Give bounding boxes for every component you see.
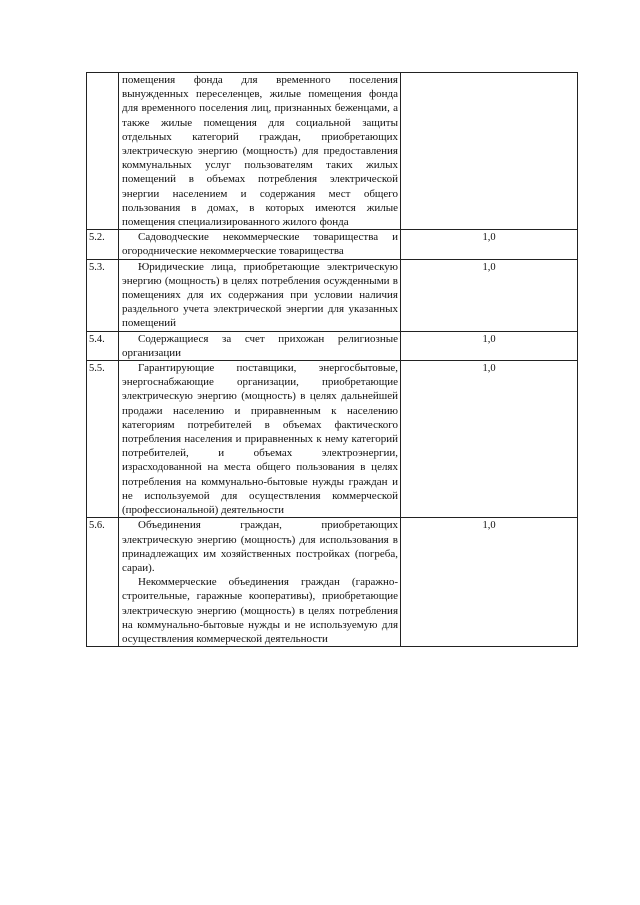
row-value: 1,0 [401,331,578,360]
row-number: 5.6. [87,518,119,647]
table-row [87,259,578,331]
row-number: 5.5. [87,361,119,518]
row-description [119,230,401,259]
row-number: 5.4. [87,331,119,360]
description-paragraph: Содержащиеся за счет прихожан религиозные организации [122,332,398,359]
row-description [119,331,401,360]
row-description [119,259,401,331]
table-row [87,331,578,360]
description-paragraph: Садоводческие некоммерческие товарищества и огороднические некоммерческие товарищества [122,231,398,258]
table-row [87,361,578,518]
row-value [401,73,578,230]
tariff-table [86,72,578,647]
table-row [87,518,578,647]
table-row [87,73,578,230]
table-row [87,230,578,259]
row-value: 1,0 [401,230,578,259]
description-paragraph: помещения фонда для временного поселения вынужденных переселенцев, жилые помещения фонда для временного поселения лиц, признанных беженцами, а также жилые помещения для социальной защиты отдельных категорий граждан, приобретающих электрическую энергию (мощность) для предоставления коммунальных услуг пользователям таких жилых помещений в объемах потребления электрической энергии населением и содержания мест общего пользования в домах, в которых имеются жилые помещения специализированного жилого фонда [122,74,398,229]
row-number: 5.3. [87,259,119,331]
row-value: 1,0 [401,518,578,647]
description-paragraph: Объединения граждан, приобретающих электрическую энергию (мощность) для использования в принадлежащих им хозяйственных постройках (погреба, сараи). [122,519,398,574]
row-number: 5.2. [87,230,119,259]
description-paragraph: Некоммерческие объединения граждан (гаражно-строительные, гаражные кооперативы), приобретающие электрическую энергию (мощность) в целях потребления на коммунально-бытовые нужды и не используемую для осуществления коммерческой деятельности [122,576,398,645]
row-number [87,73,119,230]
description-paragraph: Гарантирующие поставщики, энергосбытовые, энергоснабжающие организации, приобретающие электрическую энергию (мощность) в целях дальнейшей продажи населению и приравненным к населению категориям потребителей в объемах фактического потребления населения и приравненных к нему категорий потребителей, и объемах электроэнергии, израсходованной на места общего пользования в целях потребления на коммунально-бытовые нужды граждан и не используемой для осуществления коммерческой (профессиональной) деятельности [122,362,398,517]
description-paragraph: Юридические лица, приобретающие электрическую энергию (мощность) в целях потребления осужденными в помещениях для их содержания при условии наличия раздельного учета электрической энергии для указанных помещений [122,260,398,330]
row-value: 1,0 [401,259,578,331]
row-description [119,518,401,647]
row-description [119,73,401,230]
table-body [87,73,578,647]
row-description [119,361,401,518]
row-value: 1,0 [401,361,578,518]
